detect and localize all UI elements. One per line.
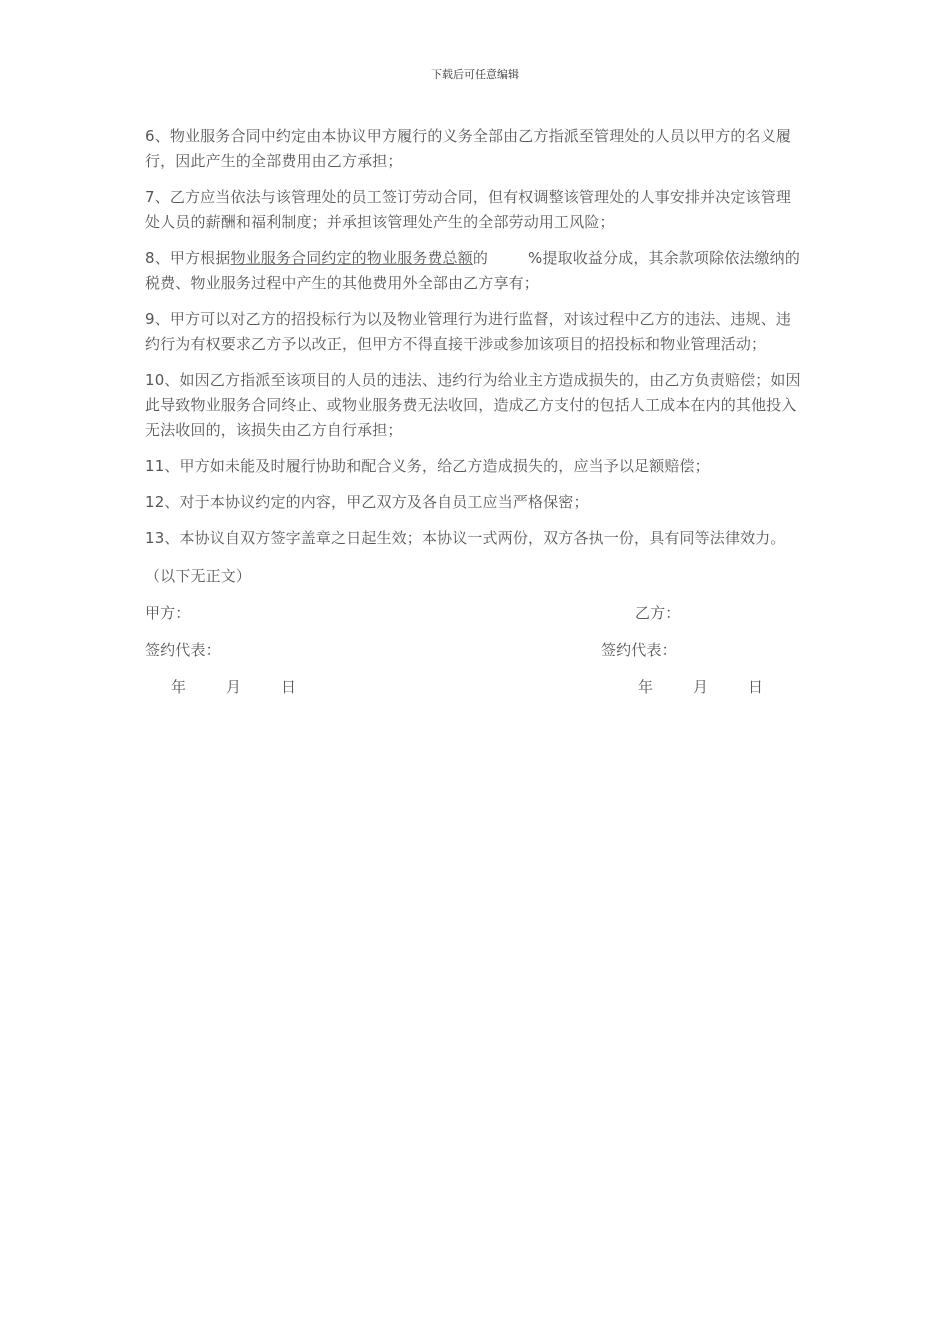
- party-a-label: 甲方：: [145, 604, 191, 622]
- date-row: [145, 675, 805, 712]
- clause-10: 10、如因乙方指派至该项目的人员的违法、违约行为给业主方造成损失的，由乙方负责赔偿；如因此导致物业服务合同终止、或物业服务费无法收回，造成乙方支付的包括人工成本在内的其他投入无法收回的，该损失由乙方自行承担；: [145, 371, 801, 439]
- party-a-date-day: 日: [281, 678, 297, 696]
- party-b-date-year: 年: [638, 678, 654, 696]
- clause-9: 9、甲方可以对乙方的招投标行为以及物业管理行为进行监督，对该过程中乙方的违法、违规、违约行为有权要求乙方予以改正，但甲方不得直接干涉或参加该项目的招投标和物业管理活动；: [145, 310, 791, 353]
- clause-8-underlined-term: 物业服务合同约定的物业服务费总额: [230, 249, 473, 267]
- signature-block: [145, 601, 805, 712]
- party-a-date: [171, 675, 296, 700]
- party-a-representative-label: 签约代表：: [145, 641, 221, 659]
- page-header: 下载后可任意编辑: [431, 68, 519, 81]
- clause-8: [145, 246, 805, 296]
- party-b-label: 乙方：: [635, 604, 681, 622]
- party-a-date-month: 月: [226, 678, 242, 696]
- party-a-date-year: 年: [171, 678, 187, 696]
- representative-row: [145, 638, 805, 675]
- clause-6: 6、物业服务合同中约定由本协议甲方履行的义务全部由乙方指派至管理处的人员以甲方的名义履行，因此产生的全部费用由乙方承担；: [145, 127, 791, 170]
- clause-11: 11、甲方如未能及时履行协助和配合义务，给乙方造成损失的，应当予以足额赔偿；: [145, 457, 710, 475]
- party-b-representative-label: 签约代表：: [601, 641, 677, 659]
- clause-8-middle: 的: [472, 249, 489, 267]
- party-row: [145, 601, 805, 638]
- clause-8-suffix: %提取收益分成，其余款项除依法缴纳的税费、物业服务过程中产生的其他费用外全部由乙方享有；: [145, 249, 800, 292]
- clause-13: 13、本协议自双方签字盖章之日起生效；本协议一式两份，双方各执一份，具有同等法律效力。: [145, 529, 786, 547]
- document-body: [145, 124, 805, 712]
- no-further-text-note: （以下无正文）: [145, 567, 252, 585]
- clause-8-prefix: 8、甲方根据: [145, 249, 231, 267]
- clause-7: 7、乙方应当依法与该管理处的员工签订劳动合同，但有权调整该管理处的人事安排并决定该管理处人员的薪酬和福利制度；并承担该管理处产生的全部劳动用工风险；: [145, 188, 791, 231]
- party-b-date-day: 日: [748, 678, 764, 696]
- clause-12: 12、对于本协议约定的内容，甲乙双方及各自员工应当严格保密；: [145, 493, 589, 511]
- party-b-date: [638, 675, 763, 700]
- party-b-date-month: 月: [693, 678, 709, 696]
